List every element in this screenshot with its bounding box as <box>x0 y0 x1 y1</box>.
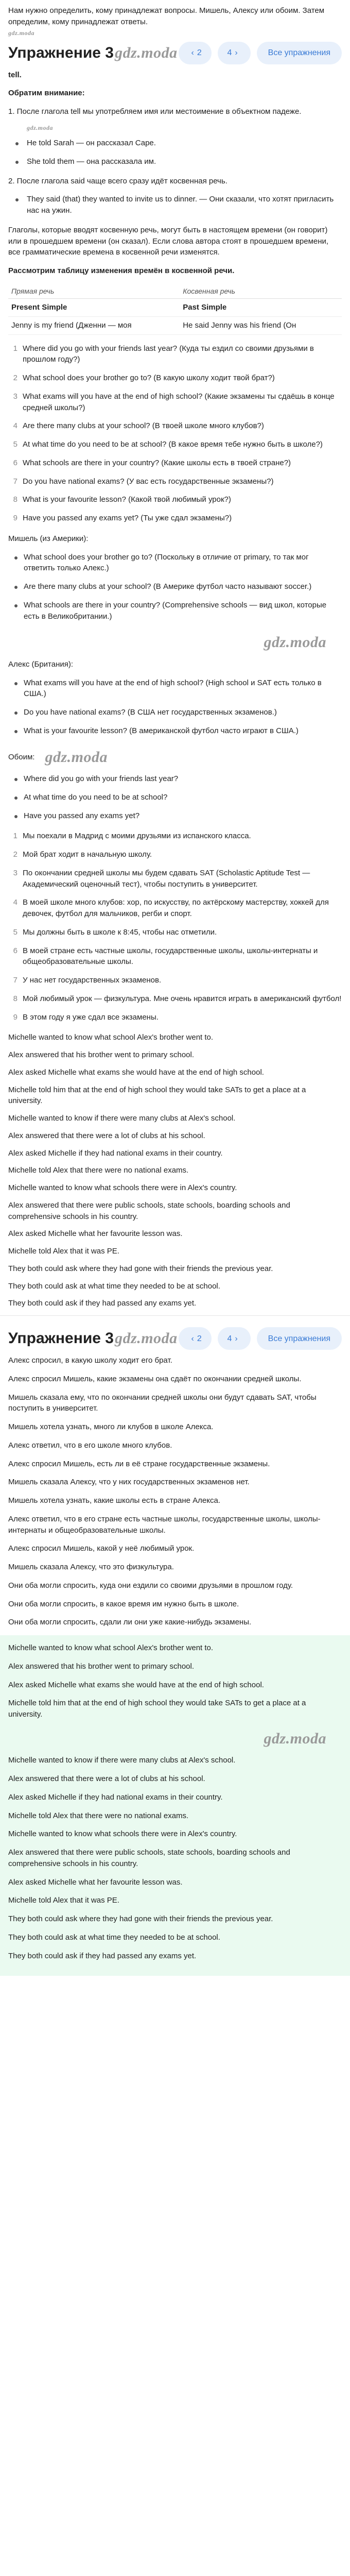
list-item: 2 Мой брат ходит в начальную школу. <box>13 850 152 859</box>
answer-line: Michelle wanted to know what schools there were in Alex's country. <box>8 1183 237 1193</box>
chevron-right-icon: › <box>235 48 238 58</box>
exercise-title: Упражнение 3 <box>8 1330 114 1347</box>
all-exercises-button[interactable]: Все упражнения <box>257 1327 342 1350</box>
answer-line: Michelle told him that at the end of high school they would take SATs to get a place at a university. <box>8 1699 306 1719</box>
answer-line: Alex asked Michelle if they had national exams in their country. <box>8 1792 223 1802</box>
answer-line: Michelle told Alex that there were no national exams. <box>8 1166 189 1175</box>
rule-1-examples <box>8 138 342 167</box>
list-item: What schools are there in your country? (Comprehensive schools — вид школ, которые есть в Великобритании.) <box>8 600 342 622</box>
rule-2: 2. После глагола said чаще всего сразу идёт косвенная речь. <box>8 176 227 185</box>
michelle-questions <box>8 552 342 622</box>
list-item: 3 По окончании средней школы мы будем сдавать SAT (Scholastic Aptitude Test — Академический оценочный тест), чтобы поступить в университет. <box>13 868 310 889</box>
both-label: Обоим: <box>8 752 35 761</box>
answer-line: Alex asked Michelle what her favourite lesson was. <box>8 1229 183 1239</box>
translation-line: Мишель сказала Алексу, что у них государственных экзаменов нет. <box>8 1478 250 1487</box>
table-row <box>8 299 342 317</box>
list-item: Are there many clubs at your school? (В Америке футбол часто называют soccer.) <box>8 581 342 592</box>
list-item: What exams will you have at the end of high school? (High school и SAT есть только в США.) <box>8 677 342 700</box>
answer-line: They both could ask where they had gone with their friends the previous year. <box>8 1264 273 1273</box>
list-item: 5 At what time do you need to be at school? (В какое время тебе нужно быть в школе?) <box>13 440 323 449</box>
chevron-right-icon: › <box>235 1334 238 1343</box>
tense-table <box>8 284 342 335</box>
answer-line: Alex answered that his brother went to primary school. <box>8 1050 195 1060</box>
list-item: 7 Do you have national exams? (У вас есть государственные экзамены?) <box>13 477 274 486</box>
watermark: gdz.moda <box>115 1330 178 1347</box>
answers-ru-list <box>8 831 342 1023</box>
notes-section <box>0 70 350 1309</box>
list-item: 6 В моей стране есть частные школы, государственные школы, школы-интернаты и общеобразовательные школы. <box>13 946 318 967</box>
answer-line: They both could ask at what time they needed to be at school. <box>8 1933 220 1942</box>
list-item: Do you have national exams? (В США нет государственных экзаменов.) <box>8 707 342 718</box>
next-exercise-button[interactable] <box>218 1327 251 1350</box>
answer-line: They both could ask at what time they needed to be at school. <box>8 1281 220 1291</box>
watermark: gdz.moda <box>115 44 178 61</box>
answer-line: Alex asked Michelle what exams she would have at the end of high school. <box>8 1680 264 1689</box>
rule-3: Глаголы, которые вводят косвенную речь, могут быть в настоящем времени (он говорит) или в прошедшем времени (он сказал). Если слова автора стоят в прошедшем времени, все грамматические времена в косвенной речи изменятся. <box>8 225 329 257</box>
table-caption: Рассмотрим таблицу изменения времён в косвенной речи. <box>8 266 235 276</box>
list-item: What school does your brother go to? (Поскольку в отличие от primary, то так мог ответить только Алекс.) <box>8 552 342 574</box>
answer-line: Michelle wanted to know what schools there were in Alex's country. <box>8 1829 237 1839</box>
answer-line: Michelle told Alex that it was PE. <box>8 1896 119 1905</box>
notes-word: tell. <box>8 70 22 79</box>
table-row <box>8 316 342 334</box>
list-item: 6 What schools are there in your country? (Какие школы есть в твоей стране?) <box>13 458 291 467</box>
answer-line: Alex asked Michelle what exams she would have at the end of high school. <box>8 1067 264 1077</box>
table-header: Косвенная речь <box>180 284 342 299</box>
translation-line: Мишель сказала ему, что по окончании средней школы они будут сдавать SAT, чтобы поступить в университет. <box>8 1393 317 1413</box>
exercise-header <box>0 37 350 70</box>
all-exercises-button[interactable]: Все упражнения <box>257 42 342 64</box>
exercise-header-2 <box>0 1322 350 1355</box>
divider <box>0 1315 350 1316</box>
translation-line: Они оба могли спросить, сдали ли они уже какие-нибудь экзамены. <box>8 1618 252 1627</box>
table-cell: Past Simple <box>180 299 342 317</box>
list-item: 9 В этом году я уже сдал все экзамены. <box>13 1012 159 1022</box>
list-item: 7 У нас нет государственных экзаменов. <box>13 976 162 985</box>
translation-line: Мишель хотела узнать, какие школы есть в стране Алекса. <box>8 1496 221 1505</box>
answer-line: Alex answered that his brother went to primary school. <box>8 1662 195 1671</box>
translation-line: Алекс спросил, в какую школу ходит его брат. <box>8 1356 172 1365</box>
next-exercise-number: 4 <box>227 1334 232 1343</box>
answer-line: They both could ask where they had gone with their friends the previous year. <box>8 1914 273 1924</box>
answer-line: Michelle wanted to know if there were many clubs at Alex's school. <box>8 1114 236 1123</box>
list-item: 9 Have you passed any exams yet? (Ты уже сдал экзамены?) <box>13 514 232 523</box>
list-item: 4 Are there many clubs at your school? (В твоей школе много клубов?) <box>13 421 264 431</box>
both-label-row <box>8 746 342 769</box>
answer-line: Michelle wanted to know what school Alex's brother went to. <box>8 1643 214 1653</box>
table-cell: He said Jenny was his friend (Он <box>180 316 342 334</box>
list-item: 5 Мы должны быть в школе к 8:45, чтобы нас отметили. <box>13 927 217 937</box>
answer-line: Michelle wanted to know if there were many clubs at Alex's school. <box>8 1756 236 1765</box>
list-item: 8 Мой любимый урок — физкультура. Мне очень нравится играть в американский футбол! <box>13 994 342 1003</box>
translation-line: Алекс ответил, что в его школе много клубов. <box>8 1440 172 1450</box>
next-exercise-button[interactable] <box>218 42 251 64</box>
answer-line: Alex answered that there were public schools, state schools, boarding schools and comprehensive schools in his country. <box>8 1200 290 1221</box>
table-header: Прямая речь <box>8 284 180 299</box>
answer-line: They both could ask if they had passed any exams yet. <box>8 1299 197 1308</box>
translation-line: Мишель сказала Алексу, что это физкультура. <box>8 1563 174 1572</box>
both-questions <box>8 773 342 821</box>
notes-heading: Обратим внимание: <box>8 89 85 98</box>
list-item: What is your favourite lesson? (В американской футбол часто играют в США.) <box>8 725 342 737</box>
rule-1-example: He told Sarah — он рассказал Саре. <box>8 138 342 149</box>
list-item: 3 What exams will you have at the end of high school? (Какие экзамены ты сдаёшь в конце средней школы?) <box>13 392 335 412</box>
exercise-nav <box>179 1327 342 1350</box>
answer-line: They both could ask if they had passed any exams yet. <box>8 1951 197 1960</box>
answer-line: Alex answered that there were a lot of clubs at his school. <box>8 1131 205 1140</box>
prev-exercise-button[interactable] <box>179 42 212 64</box>
watermark: gdz.moda <box>45 748 108 766</box>
prev-exercise-button[interactable] <box>179 1327 212 1350</box>
highlighted-answers <box>0 1635 350 1976</box>
answer-line: Alex answered that there were public schools, state schools, boarding schools and comprehensive schools in his country. <box>8 1848 290 1868</box>
answer-line: Alex answered that there were a lot of clubs at his school. <box>8 1774 205 1784</box>
translation-line: Алекс спросил Мишель, какой у неё любимый урок. <box>8 1544 195 1553</box>
list-item: 1 Where did you go with your friends last year? (Куда ты ездил со своими друзьями в прошлом году?) <box>13 344 314 364</box>
rule-2-example: They said (that) they wanted to invite us to dinner. — Они сказали, что хотят пригласить нас на ужин. <box>8 194 342 216</box>
prev-exercise-number: 2 <box>197 1334 202 1343</box>
answer-line: Alex asked Michelle if they had national exams in their country. <box>8 1148 223 1158</box>
list-item: 2 What school does your brother go to? (В какую школу ходит твой брат?) <box>13 374 275 383</box>
exercise-nav <box>179 42 342 64</box>
michelle-label: Мишель (из Америки): <box>8 534 89 543</box>
prev-exercise-number: 2 <box>197 48 202 58</box>
alex-questions <box>8 677 342 737</box>
list-item: 8 What is your favourite lesson? (Какой твой любимый урок?) <box>13 495 231 504</box>
answer-line: Michelle told him that at the end of high school they would take SATs to get a place at a university. <box>8 1085 306 1106</box>
answer-line: Michelle wanted to know what school Alex's brother went to. <box>8 1033 214 1042</box>
watermark: gdz.moda <box>264 1730 326 1747</box>
translation-section <box>0 1355 350 1628</box>
answer-line: Alex asked Michelle what her favourite lesson was. <box>8 1877 183 1887</box>
translation-line: Они оба могли спросить, в какое время им нужно быть в школе. <box>8 1599 239 1608</box>
answers-en <box>8 1032 342 1309</box>
translation-line: Алекс ответил, что в его стране есть частные школы, государственные школы, школы-интернаты и общеобразовательные школы. <box>8 1514 321 1535</box>
translation-line: Они оба могли спросить, куда они ездили со своими друзьями в прошлом году. <box>8 1581 293 1590</box>
list-item: At what time do you need to be at school? <box>8 792 342 803</box>
list-item: 1 Мы поехали в Мадрид с моими друзьями из испанского класса. <box>13 832 251 841</box>
questions-list <box>8 343 342 524</box>
table-cell: Present Simple <box>8 299 180 317</box>
table-cell: Jenny is my friend (Дженни — моя <box>8 316 180 334</box>
intro-text: Нам нужно определить, кому принадлежат вопросы. Мишель, Алексу или обоим. Затем определим, кому принадлежат ответы. <box>8 6 325 26</box>
rule-1: 1. После глагола tell мы употребляем имя или местоимение в объектном падеже. <box>8 107 302 116</box>
watermark: gdz.moda <box>8 29 35 37</box>
list-item: Have you passed any exams yet? <box>8 810 342 822</box>
translation-line: Алекс спросил Мишель, какие экзамены она сдаёт по окончании средней школы. <box>8 1374 302 1383</box>
intro-section <box>0 0 350 37</box>
rule-1-example: She told them — она рассказала им. <box>8 156 342 167</box>
list-item: Where did you go with your friends last year? <box>8 773 342 785</box>
alex-label: Алекс (Британия): <box>8 659 74 669</box>
list-item: 4 В моей школе много клубов: хор, по искусству, по актёрскому мастерству, хоккей для девочек, футбол для мальчиков, регби и спорт. <box>13 898 329 919</box>
chevron-left-icon: ‹ <box>191 48 194 58</box>
rule-2-examples <box>8 194 342 216</box>
chevron-left-icon: ‹ <box>191 1334 194 1343</box>
answer-line: Michelle told Alex that it was PE. <box>8 1247 119 1256</box>
translation-line: Алекс спросил Мишель, есть ли в её стране государственные экзамены. <box>8 1459 270 1468</box>
exercise-title: Упражнение 3 <box>8 44 114 61</box>
translation-line: Мишель хотела узнать, много ли клубов в школе Алекса. <box>8 1422 214 1432</box>
watermark: gdz.moda <box>27 124 54 131</box>
answer-line: Michelle told Alex that there were no national exams. <box>8 1811 189 1820</box>
next-exercise-number: 4 <box>227 48 232 58</box>
watermark: gdz.moda <box>264 634 326 651</box>
